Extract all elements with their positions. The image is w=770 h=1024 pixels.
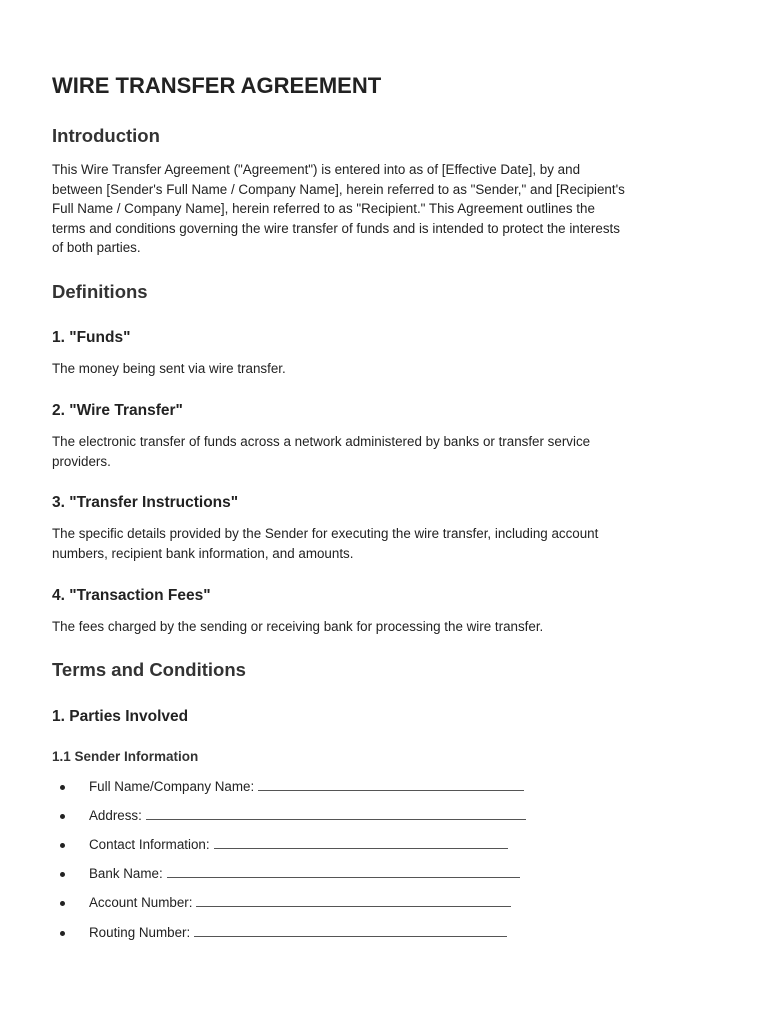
bullet-icon — [60, 931, 65, 936]
text-line: Full Name / Company Name], herein referred to as "Recipient." This Agreement outlines the — [52, 201, 595, 216]
definition-text — [52, 432, 590, 471]
subsection-heading: 1.1 Sender Information — [52, 749, 199, 764]
field-contact — [60, 836, 508, 852]
definition-term: 1. "Funds" — [52, 329, 131, 346]
bullet-icon — [60, 785, 65, 790]
blank-line[interactable] — [194, 924, 507, 937]
introduction-paragraph — [52, 160, 625, 258]
field-full-name — [60, 778, 524, 794]
terms-heading: Terms and Conditions — [52, 659, 246, 680]
definition-term: 3. "Transfer Instructions" — [52, 494, 239, 511]
field-label: Full Name/Company Name: — [89, 779, 255, 794]
field-routing-number — [60, 924, 507, 940]
field-label: Account Number: — [89, 895, 193, 910]
text-line: The specific details provided by the Sender for executing the wire transfer, including account — [52, 526, 599, 541]
definition-text: The money being sent via wire transfer. — [52, 361, 286, 376]
text-line: numbers, recipient bank information, and amounts. — [52, 545, 354, 561]
definition-text: The fees charged by the sending or receiving bank for processing the wire transfer. — [52, 619, 544, 634]
text-line: The electronic transfer of funds across a network administered by banks or transfer service — [52, 434, 591, 449]
document-title: WIRE TRANSFER AGREEMENT — [52, 73, 382, 98]
blank-line[interactable] — [167, 865, 520, 878]
bullet-icon — [60, 814, 65, 819]
bullet-icon — [60, 872, 65, 877]
definition-term: 4. "Transaction Fees" — [52, 587, 211, 604]
definition-term: 2. "Wire Transfer" — [52, 402, 183, 419]
text-line: This Wire Transfer Agreement ("Agreement") is entered into as of [Effective Date], by and — [52, 162, 581, 177]
field-label: Address: — [89, 808, 142, 823]
text-line: between [Sender's Full Name / Company Name], herein referred to as "Sender," and [Recipient's — [52, 181, 625, 197]
blank-line[interactable] — [258, 778, 524, 791]
field-label: Contact Information: — [89, 837, 210, 852]
field-label: Bank Name: — [89, 866, 163, 881]
blank-line[interactable] — [214, 836, 508, 849]
definitions-heading: Definitions — [52, 281, 148, 302]
bullet-icon — [60, 843, 65, 848]
field-label: Routing Number: — [89, 925, 191, 940]
definition-text — [52, 524, 598, 563]
text-line: providers. — [52, 453, 111, 469]
introduction-heading: Introduction — [52, 125, 160, 146]
text-line: terms and conditions governing the wire transfer of funds and is intended to protect the interests — [52, 220, 620, 236]
blank-line[interactable] — [196, 894, 511, 907]
field-address — [60, 807, 526, 823]
section-heading: 1. Parties Involved — [52, 708, 189, 725]
text-line: of both parties. — [52, 240, 141, 255]
blank-line[interactable] — [146, 807, 526, 820]
field-bank-name — [60, 865, 520, 881]
field-account-number — [60, 894, 511, 910]
bullet-icon — [60, 901, 65, 906]
